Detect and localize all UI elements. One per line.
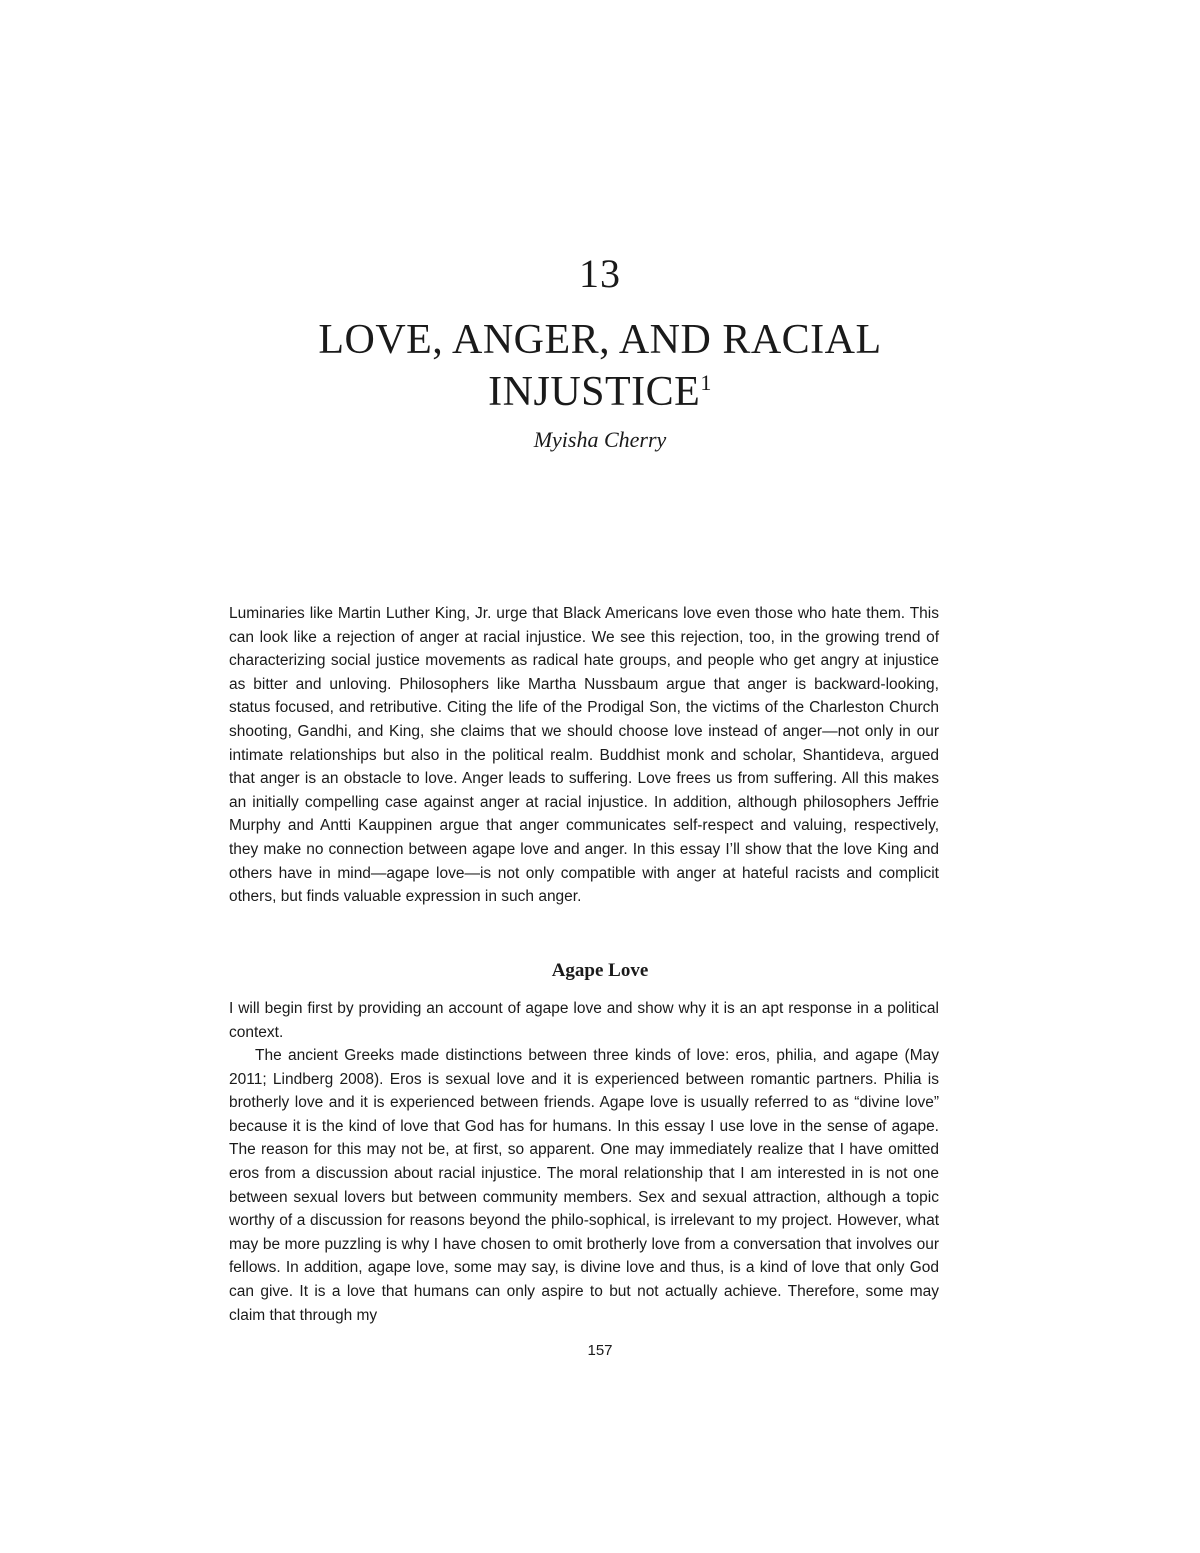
section-heading: Agape Love	[551, 960, 649, 981]
chapter-title	[260, 314, 940, 418]
body-paragraph: I will begin first by providing an account of agape love and show why it is an apt response in a political context.	[229, 1000, 939, 1041]
chapter-abstract: Luminaries like Martin Luther King, Jr. urge that Black Americans love even those who hate them. This can look like a rejection of anger at racial injustice. We see this rejection, too, in the growing trend of characterizing social justice movements as radical hate groups, and people who get angry at injustice as bitter and unloving. Philosophers like Martha Nussbaum argue that anger is backward-looking, status focused, and retributive. Citing the life of the Prodigal Son, the victims of the Charleston Church shooting, Gandhi, and King, she claims that we should choose love instead of anger—not only in our intimate relationships but also in the political realm. Buddhist monk and scholar, Shantideva, argued that anger is an obstacle to love. Anger leads to suffering. Love frees us from suffering. All this makes an initially compelling case against anger at racial injustice. In addition, although philosophers Jeffrie Murphy and Antti Kauppinen argue that anger communicates self-respect and valuing, respectively, they make no connection between agape love and anger. In this essay I’ll show that the love King and others have in mind—agape love—is not only compatible with anger at hateful racists and complicit others, but finds valuable expression in such anger.	[229, 605, 939, 906]
chapter-title-text: LOVE, ANGER, AND RACIAL INJUSTICE	[318, 317, 882, 415]
author-name: Myisha Cherry	[533, 427, 667, 452]
chapter-number: 13	[579, 251, 621, 296]
body-paragraph: The ancient Greeks made distinctions between three kinds of love: eros, philia, and agape (May 2011; Lindberg 2008). Eros is sexual love and it is experienced between romantic partners. Philia is brotherly love and it is experienced between friends. Agape love is usually referred to as “divine love” because it is the kind of love that God has for humans. In this essay I use love in the sense of agape. The reason for this may not be, at first, so apparent. One may immediately realize that I have omitted eros from a discussion about racial injustice. The moral relationship that I am interested in is not one between sexual lovers but between community members. Sex and sexual attraction, although a topic worthy of a discussion for reasons beyond the philo-sophical, is irrelevant to my project. However, what may be more puzzling is why I have chosen to omit brotherly love from a conversation that involves our fellows. In addition, agape love, some may say, is divine love and thus, is a kind of love that only God can give. It is a love that humans can only aspire to but not actually achieve. Therefore, some may claim that through my	[229, 1047, 939, 1324]
footnote-marker[interactable]: 1	[700, 370, 712, 395]
page-number: 157	[587, 1342, 613, 1359]
